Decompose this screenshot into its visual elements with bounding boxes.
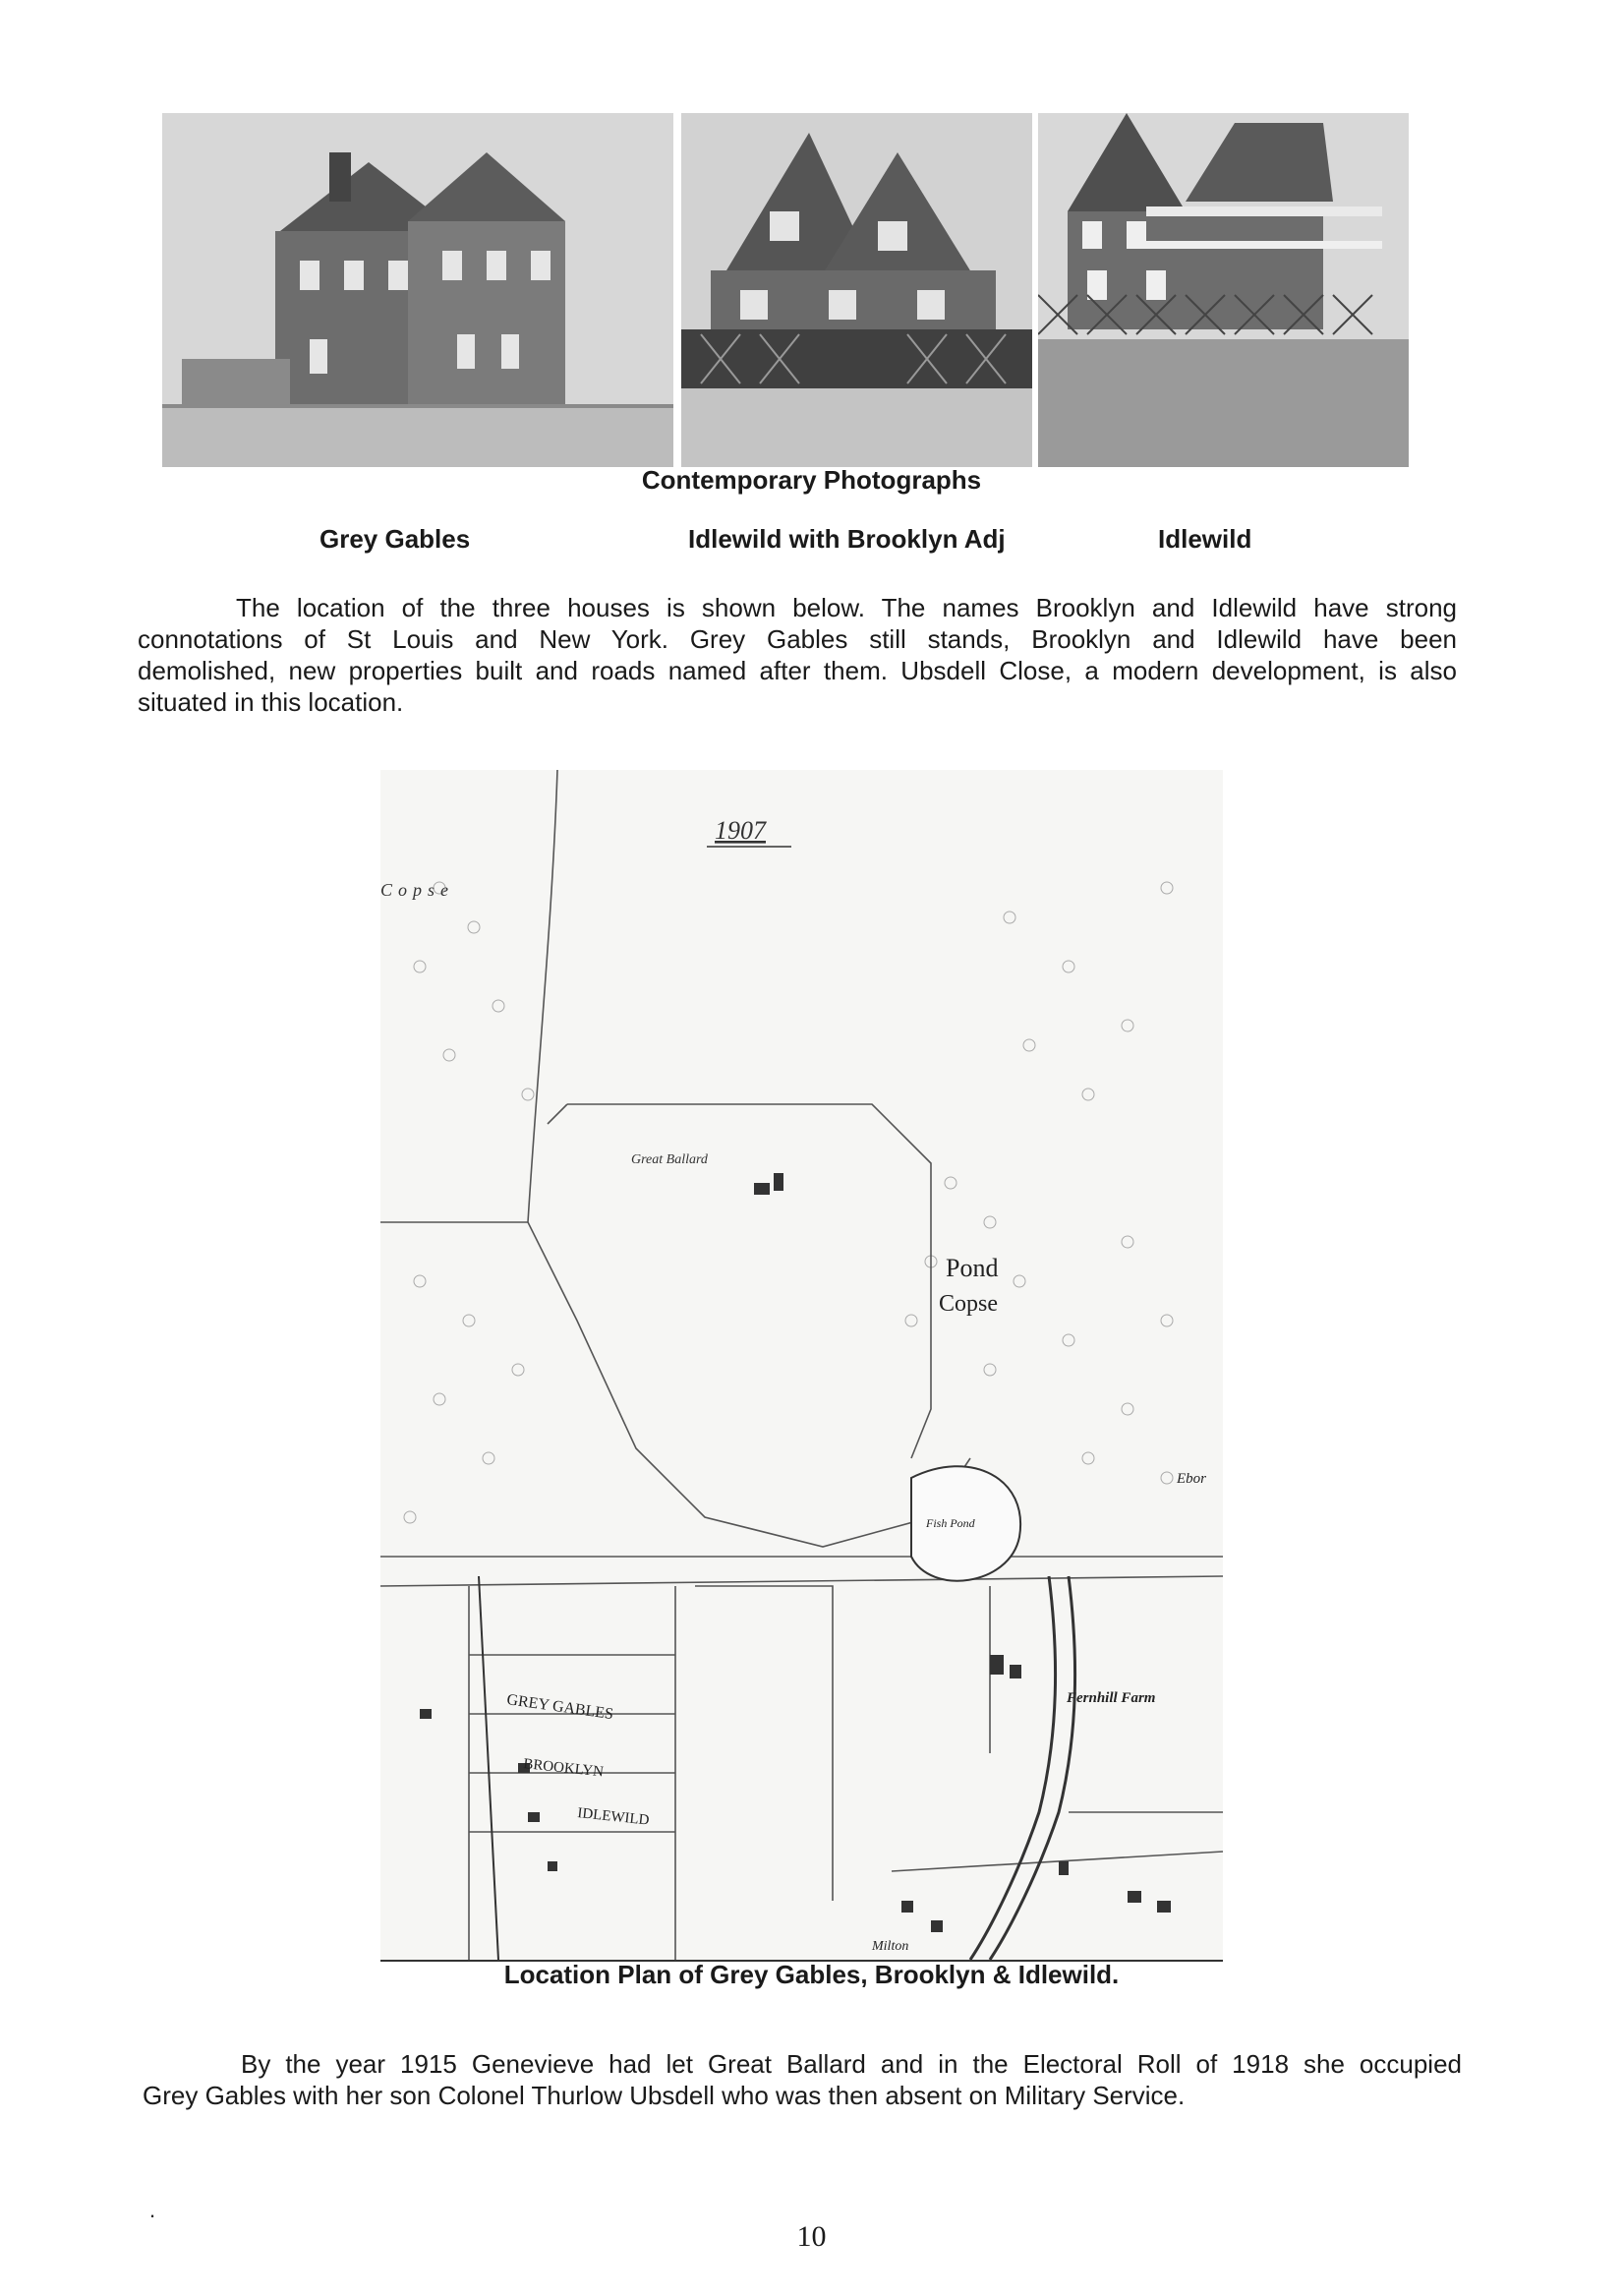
paragraph-line: connotations of St Louis and New York. Grey Gables still stands, Brooklyn and Idlewild have been xyxy=(138,624,1457,654)
map-label-milton: Milton xyxy=(872,1939,909,1954)
stray-dot: . xyxy=(149,2198,156,2222)
paragraph-line: situated in this location. xyxy=(138,687,404,717)
paragraph-line: Grey Gables with her son Colonel Thurlow Ubsdell who was then absent on Military Service. xyxy=(143,2081,1186,2110)
map-label-pond: Pond xyxy=(946,1254,999,1282)
location-map-1907 xyxy=(380,770,1223,1962)
map-label-copse-2: Copse xyxy=(939,1291,998,1317)
photo-idlewild-brooklyn xyxy=(681,113,1032,467)
map-label-fish-pond: Fish Pond xyxy=(926,1516,975,1530)
photo-label-idlewild: Idlewild xyxy=(1158,524,1252,554)
photo-label-grey-gables: Grey Gables xyxy=(319,524,471,554)
paragraph-location xyxy=(138,592,1457,718)
photos-caption: Contemporary Photographs xyxy=(641,465,982,495)
map-label-great-ballard: Great Ballard xyxy=(631,1152,708,1167)
photo-label-idlewild-brooklyn: Idlewild with Brooklyn Adj xyxy=(688,524,1006,554)
map-label-grey-gables: GREY GABLES xyxy=(505,1691,614,1724)
map-label-fernhill-farm: Fernhill Farm xyxy=(1067,1690,1156,1706)
map-label-copse: Copse xyxy=(380,880,454,900)
paragraph-line: demolished, new properties built and roads named after them. Ubsdell Close, a modern development, is also xyxy=(138,656,1457,685)
photo-idlewild xyxy=(1038,113,1409,467)
map-label-idlewild: IDLEWILD xyxy=(576,1805,651,1829)
map-caption: Location Plan of Grey Gables, Brooklyn & Idlewild. xyxy=(503,1960,1120,1989)
paragraph-line: By the year 1915 Genevieve had let Great Ballard and in the Electoral Roll of 1918 she occupied xyxy=(241,2049,1462,2079)
page-number: 10 xyxy=(796,2220,827,2253)
paragraph-line: The location of the three houses is shown below. The names Brooklyn and Idlewild have strong xyxy=(236,593,1457,622)
map-label-ebor: Ebor xyxy=(1177,1471,1206,1487)
photo-grey-gables xyxy=(162,113,673,467)
map-label-brooklyn: BROOKLYN xyxy=(522,1756,605,1781)
map-year-annotation: 1907 xyxy=(715,816,766,845)
paragraph-electoral-roll xyxy=(143,2048,1462,2111)
